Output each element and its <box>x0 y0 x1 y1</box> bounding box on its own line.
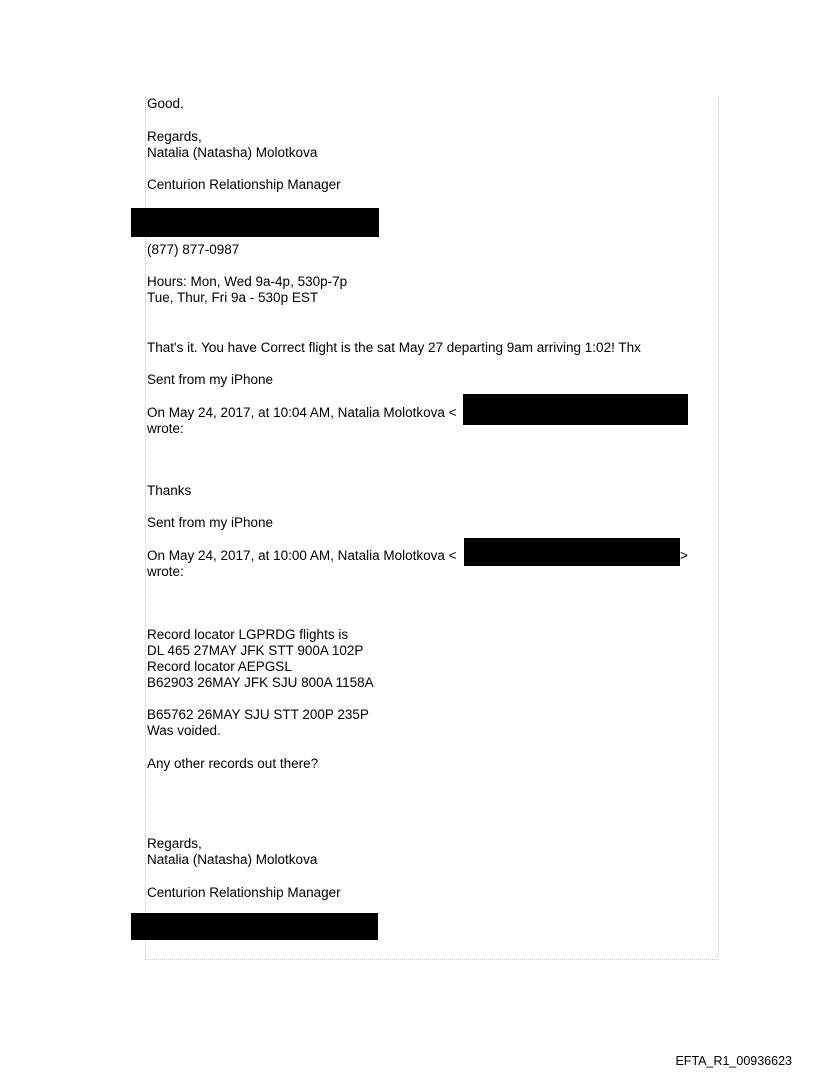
record-line: DL 465 27MAY JFK STT 900A 102P <box>147 643 364 658</box>
signature-phone: (877) 877-0987 <box>147 242 240 257</box>
redaction-block <box>464 538 680 566</box>
hours-line-2: Tue, Thur, Fri 9a - 530p EST <box>147 290 319 305</box>
record-line: B62903 26MAY JFK SJU 800A 1158A <box>147 675 374 690</box>
signature-name: Natalia (Natasha) Molotkova <box>147 145 318 160</box>
thanks-line: Thanks <box>147 483 192 498</box>
signature-name: Natalia (Natasha) Molotkova <box>147 852 318 867</box>
redaction-block <box>131 913 378 940</box>
redaction-block <box>131 208 379 237</box>
redaction-block <box>463 394 688 425</box>
quote-wrote: wrote: <box>147 421 184 436</box>
record-line: Was voided. <box>147 723 221 738</box>
reply-message: That's it. You have Correct flight is the sat May 27 departing 9am arriving 1:02! Thx <box>147 340 641 355</box>
record-line: Record locator AEPGSL <box>147 659 292 674</box>
record-line: B65762 26MAY SJU STT 200P 235P <box>147 707 369 722</box>
signature-regards: Regards, <box>147 129 202 144</box>
quote-header: On May 24, 2017, at 10:04 AM, Natalia Molotkova < <box>147 405 457 420</box>
hours-line-1: Hours: Mon, Wed 9a-4p, 530p-7p <box>147 274 348 289</box>
quote-close-bracket: > <box>680 548 688 563</box>
greeting-line: Good. <box>147 96 184 111</box>
quote-wrote: wrote: <box>147 564 184 579</box>
signature-regards: Regards, <box>147 836 202 851</box>
signature-title: Centurion Relationship Manager <box>147 177 341 192</box>
question-line: Any other records out there? <box>147 756 319 771</box>
document-id: EFTA_R1_00936623 <box>675 1054 792 1068</box>
sent-from-iphone: Sent from my iPhone <box>147 515 274 530</box>
quote-header: On May 24, 2017, at 10:00 AM, Natalia Molotkova < <box>147 548 457 563</box>
signature-title: Centurion Relationship Manager <box>147 885 341 900</box>
sent-from-iphone: Sent from my iPhone <box>147 372 274 387</box>
record-line: Record locator LGPRDG flights is <box>147 627 349 642</box>
